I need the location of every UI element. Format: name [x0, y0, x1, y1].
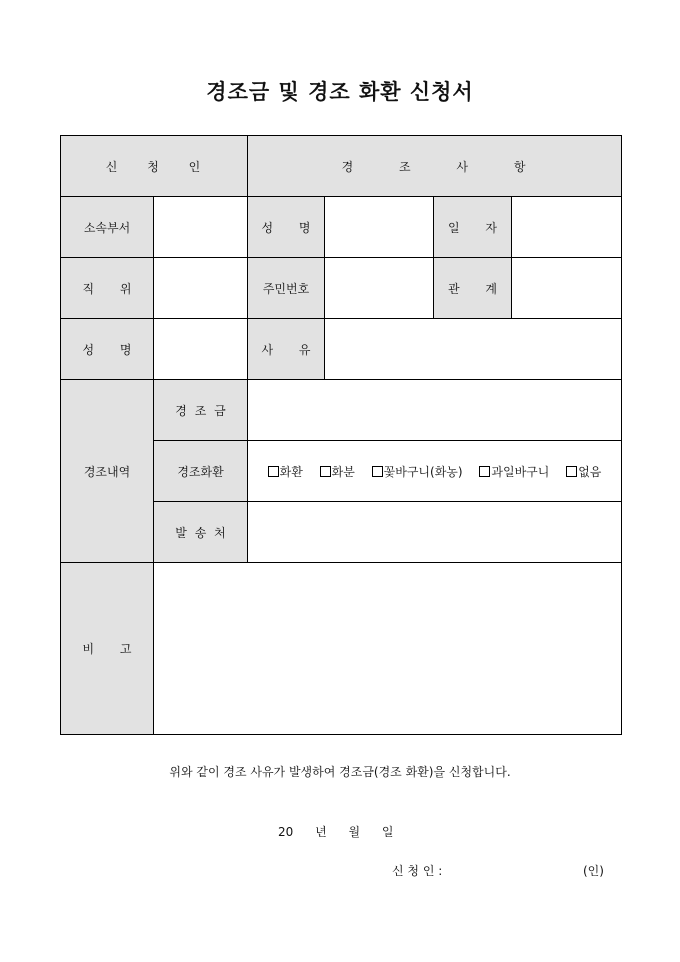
wreath-label: 경조화환 — [154, 441, 248, 502]
checkbox-icon[interactable] — [479, 466, 490, 477]
name-field-right[interactable] — [325, 197, 434, 258]
name-label-right: 성 명 — [248, 197, 325, 258]
resident-number-label: 주민번호 — [248, 258, 325, 319]
remarks-field[interactable] — [154, 563, 622, 735]
date-label: 일 자 — [434, 197, 512, 258]
relation-field[interactable] — [512, 258, 622, 319]
details-section-label: 경조내역 — [61, 380, 154, 563]
remarks-label: 비 고 — [61, 563, 154, 735]
department-field[interactable] — [154, 197, 248, 258]
money-field[interactable] — [248, 380, 622, 441]
money-label: 경 조 금 — [154, 380, 248, 441]
department-label: 소속부서 — [61, 197, 154, 258]
signer-label: 신 청 인 : — [392, 864, 443, 878]
reason-field[interactable] — [325, 319, 622, 380]
wreath-option-flower-basket[interactable]: 꽃바구니(화농) — [372, 465, 463, 479]
wreath-option-none[interactable]: 없음 — [566, 465, 601, 479]
name-label-left: 성 명 — [61, 319, 154, 380]
position-label: 직 위 — [61, 258, 154, 319]
reason-label: 사 유 — [248, 319, 325, 380]
applicant-header: 신 청 인 — [61, 136, 248, 197]
wreath-options — [248, 441, 622, 502]
application-form — [60, 135, 622, 735]
checkbox-icon[interactable] — [320, 466, 331, 477]
wreath-option-fruit-basket[interactable]: 과일바구니 — [479, 465, 549, 479]
resident-number-field[interactable] — [325, 258, 434, 319]
seal-label: (인) — [583, 864, 604, 878]
event-details-header: 경 조 사 항 — [248, 136, 622, 197]
document-title: 경조금 및 경조 화환 신청서 — [206, 79, 474, 104]
relation-label: 관 계 — [434, 258, 512, 319]
date-field[interactable] — [512, 197, 622, 258]
wreath-option-pot[interactable]: 화분 — [320, 465, 355, 479]
destination-field[interactable] — [248, 502, 622, 563]
application-statement: 위와 같이 경조 사유가 발생하여 경조금(경조 화환)을 신청합니다. — [169, 765, 511, 779]
destination-label: 발 송 처 — [154, 502, 248, 563]
position-field[interactable] — [154, 258, 248, 319]
checkbox-icon[interactable] — [566, 466, 577, 477]
checkbox-icon[interactable] — [372, 466, 383, 477]
name-field-left[interactable] — [154, 319, 248, 380]
wreath-option-wreath[interactable]: 화환 — [268, 465, 303, 479]
application-date: 20 년 월 일 — [278, 825, 394, 839]
checkbox-icon[interactable] — [268, 466, 279, 477]
